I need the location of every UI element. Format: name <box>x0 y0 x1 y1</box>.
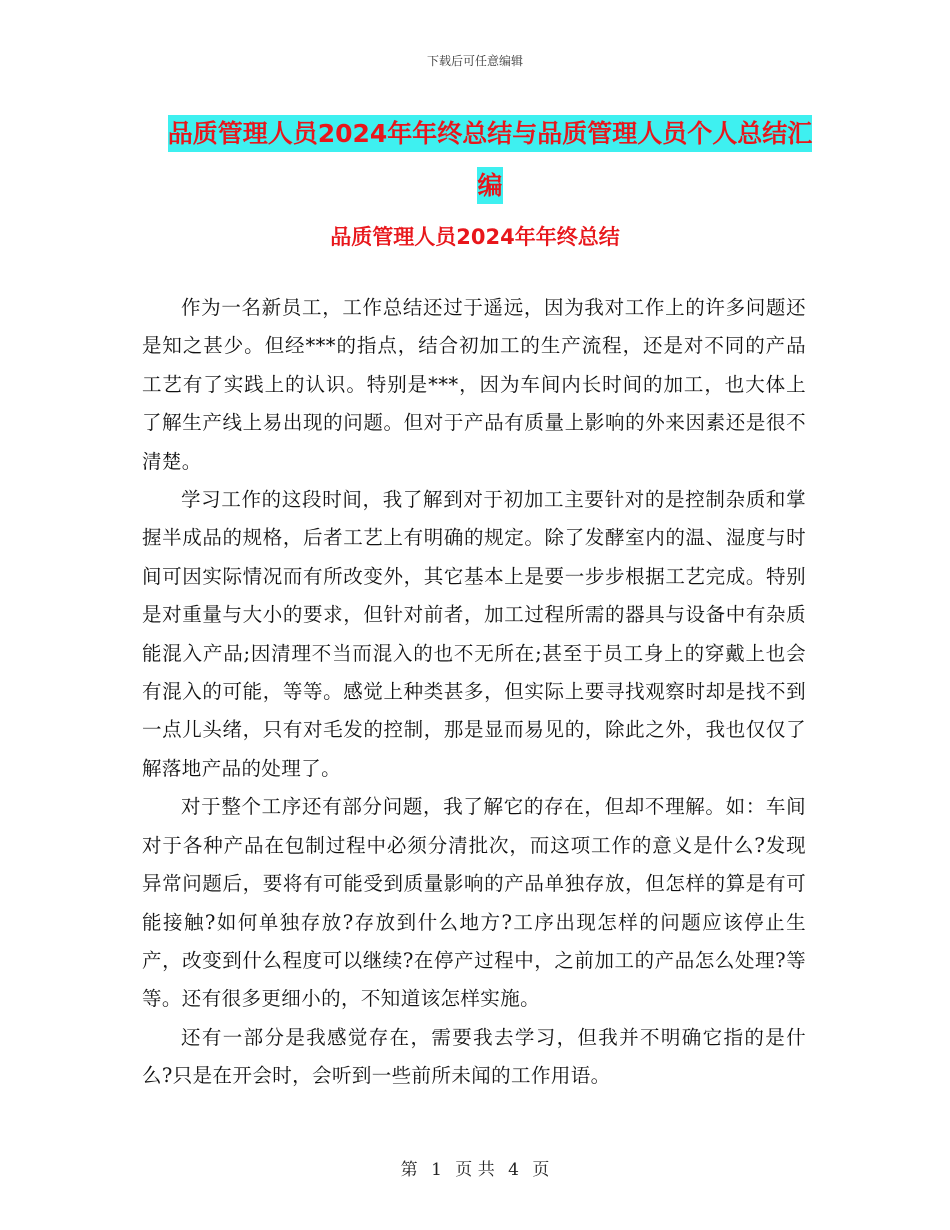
total-pages-number: 4 <box>508 1160 519 1180</box>
paragraph: 作为一名新员工，工作总结还过于遥远，因为我对工作上的许多问题还是知之甚少。但经***的指点，结合初加工的生产流程，还是对不同的产品工艺有了实践上的认识。特别是***，因为车间内长时间的加工，也大体上了解生产线上易出现的问题。但对于产品有质量上影响的外来因素还是很不清楚。 <box>142 296 806 473</box>
paragraph: 还有一部分是我感觉存在，需要我去学习，但我并不明确它指的是什么?只是在开会时，会听到一些前所未闻的工作用语。 <box>142 1025 806 1088</box>
page-footer <box>0 1155 950 1180</box>
section-title: 品质管理人员2024年年终总结 <box>330 225 620 249</box>
document-title <box>160 108 820 212</box>
footer-prefix: 第 <box>400 1160 418 1180</box>
paragraph: 学习工作的这段时间，我了解到对于初加工主要针对的是控制杂质和掌握半成品的规格，后者工艺上有明确的规定。除了发酵室内的温、湿度与时间可因实际情况而有所改变外，其它基本上是要一步步根据工艺完成。特别是对重量与大小的要求，但针对前者，加工过程所需的器具与设备中有杂质能混入产品;因清理不当而混入的也不无所在;甚至于员工身上的穿戴上也会有混入的可能，等等。感觉上种类甚多，但实际上要寻找观察时却是找不到一点儿头绪，只有对毛发的控制，那是显而易见的，除此之外，我也仅仅了解落地产品的处理了。 <box>142 488 806 780</box>
footer-suffix: 页 <box>532 1160 550 1180</box>
body-text <box>142 289 806 1096</box>
current-page-number: 1 <box>431 1160 442 1180</box>
paragraph: 对于整个工序还有部分问题，我了解它的存在，但却不理解。如：车间对于各种产品在包制过程中必须分清批次，而这项工作的意义是什么?发现异常问题后，要将有可能受到质量影响的产品单独存放，但怎样的算是有可能接触?如何单独存放?存放到什么地方?工序出现怎样的问题应该停止生产，改变到什么程度可以继续?在停产过程中，之前加工的产品怎么处理?等等。还有很多更细小的，不知道该怎样实施。 <box>142 795 806 1011</box>
document-title-text: 品质管理人员2024年年终总结与品质管理人员个人总结汇编 <box>168 115 813 204</box>
footer-middle: 页 共 <box>455 1160 495 1180</box>
header-note: 下载后可任意编辑 <box>426 54 523 68</box>
